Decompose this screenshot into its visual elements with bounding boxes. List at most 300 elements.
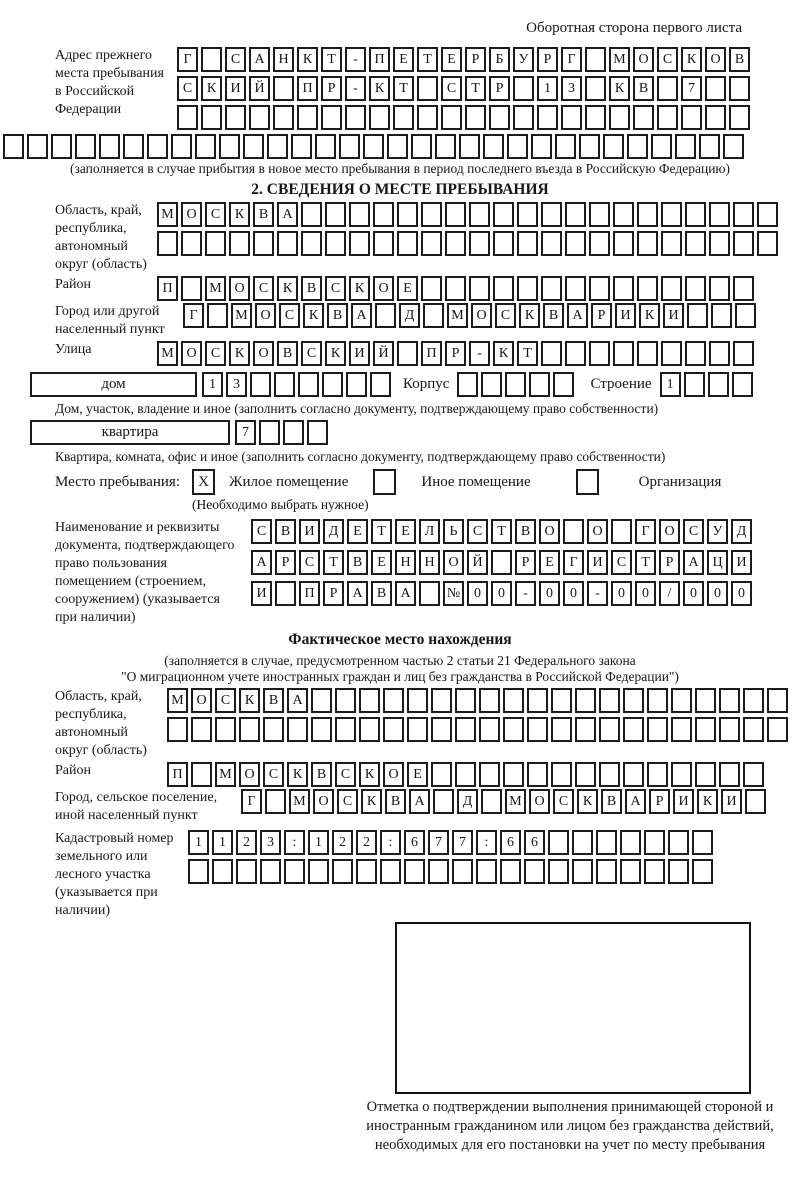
- char-cell: Л: [419, 519, 440, 544]
- region-label: Область, край, республика, автономный округ (область): [55, 203, 147, 272]
- char-cell: С: [301, 341, 322, 366]
- char-cell: Т: [491, 519, 512, 544]
- char-cell: [657, 105, 678, 130]
- char-cell: :: [380, 830, 401, 855]
- char-cell: [695, 762, 716, 787]
- char-cell: Ц: [707, 550, 728, 575]
- char-cell: [637, 231, 658, 256]
- char-cell: А: [683, 550, 704, 575]
- char-cell: О: [539, 519, 560, 544]
- char-cell: [611, 519, 632, 544]
- char-cell: -: [469, 341, 490, 366]
- char-cell: [684, 372, 705, 397]
- char-cell: [647, 717, 668, 742]
- char-cell: [99, 134, 120, 159]
- char-cell: 3: [260, 830, 281, 855]
- char-cell: К: [277, 276, 298, 301]
- region-block: [55, 202, 800, 274]
- char-cell: К: [681, 47, 702, 72]
- char-cell: /: [659, 581, 680, 606]
- char-cell: О: [443, 550, 464, 575]
- stay-type-label: Место пребывания:: [55, 474, 180, 490]
- char-cell: [225, 105, 246, 130]
- char-cell: [291, 134, 312, 159]
- house-box: дом: [30, 372, 197, 397]
- char-cell: С: [251, 519, 272, 544]
- option-residential-label: Жилое помещение: [229, 474, 349, 490]
- char-cell: [455, 762, 476, 787]
- district2-block: [55, 762, 800, 787]
- char-cell: В: [347, 550, 368, 575]
- char-cell: К: [303, 303, 324, 328]
- document-rows: [251, 519, 752, 606]
- char-cell: О: [255, 303, 276, 328]
- char-cell: А: [351, 303, 372, 328]
- char-cell: [493, 231, 514, 256]
- char-cell: М: [157, 202, 178, 227]
- char-cell: [345, 105, 366, 130]
- char-cell: С: [657, 47, 678, 72]
- char-cell: [767, 688, 788, 713]
- char-cell: 2: [332, 830, 353, 855]
- char-cell-row: [660, 372, 753, 397]
- page-corner-note: Оборотная сторона первого листа: [526, 20, 742, 36]
- char-cell: [627, 134, 648, 159]
- char-cell: Е: [397, 276, 418, 301]
- char-cell: [435, 134, 456, 159]
- char-cell: [623, 688, 644, 713]
- char-cell: М: [231, 303, 252, 328]
- char-cell: [757, 231, 778, 256]
- char-cell: В: [371, 581, 392, 606]
- house-row: [30, 372, 800, 397]
- char-cell: [527, 688, 548, 713]
- char-cell: [445, 231, 466, 256]
- char-cell: [188, 859, 209, 884]
- char-cell: Г: [177, 47, 198, 72]
- char-cell: 0: [731, 581, 752, 606]
- char-cell: [373, 202, 394, 227]
- char-cell: [431, 688, 452, 713]
- region2-label: Область, край, республика, автономный округ (область): [55, 689, 147, 758]
- char-cell-row: [157, 276, 754, 301]
- char-cell: [668, 859, 689, 884]
- apartment-row: [30, 420, 800, 445]
- char-cell: О: [383, 762, 404, 787]
- char-cell: [469, 202, 490, 227]
- char-cell: Е: [441, 47, 462, 72]
- char-cell: К: [349, 276, 370, 301]
- char-cell: Т: [465, 76, 486, 101]
- char-cell: [507, 134, 528, 159]
- char-cell: С: [337, 789, 358, 814]
- char-cell: [709, 231, 730, 256]
- char-cell-row: [188, 859, 713, 884]
- char-cell: И: [731, 550, 752, 575]
- char-cell: [541, 231, 562, 256]
- char-cell: [517, 202, 538, 227]
- char-cell: [75, 134, 96, 159]
- char-cell: [561, 105, 582, 130]
- char-cell: С: [441, 76, 462, 101]
- char-cell: О: [181, 202, 202, 227]
- char-cell: К: [519, 303, 540, 328]
- char-cell: [483, 134, 504, 159]
- house-note: Дом, участок, владение и иное (заполнить согласно документу, подтверждающему право собственности): [55, 401, 659, 416]
- char-cell: 1: [202, 372, 223, 397]
- prev-address-label: Адрес прежнего места пребывания в Российской Федерации: [55, 48, 164, 117]
- char-cell: С: [495, 303, 516, 328]
- char-cell: [207, 303, 228, 328]
- char-cell: Д: [731, 519, 752, 544]
- char-cell: [147, 134, 168, 159]
- char-cell: [575, 688, 596, 713]
- char-cell: Р: [659, 550, 680, 575]
- char-cell: 7: [428, 830, 449, 855]
- char-cell: [537, 105, 558, 130]
- char-cell: [620, 859, 641, 884]
- char-cell: [637, 341, 658, 366]
- char-cell: [465, 105, 486, 130]
- char-cell: Р: [445, 341, 466, 366]
- char-cell: О: [587, 519, 608, 544]
- char-cell: [572, 859, 593, 884]
- char-cell: [455, 688, 476, 713]
- char-cell: 1: [660, 372, 681, 397]
- char-cell: [215, 717, 236, 742]
- char-cell: Т: [323, 550, 344, 575]
- char-cell: [589, 231, 610, 256]
- char-cell: [657, 76, 678, 101]
- char-cell: [297, 105, 318, 130]
- char-cell: -: [587, 581, 608, 606]
- char-cell: :: [476, 830, 497, 855]
- char-cell-row: [167, 688, 788, 713]
- char-cell: [757, 202, 778, 227]
- char-cell: Н: [419, 550, 440, 575]
- char-cell: [565, 231, 586, 256]
- char-cell: [599, 688, 620, 713]
- char-cell: М: [215, 762, 236, 787]
- char-cell: [397, 202, 418, 227]
- char-cell: [195, 134, 216, 159]
- char-cell: Т: [417, 47, 438, 72]
- char-cell: [548, 859, 569, 884]
- char-cell: [517, 231, 538, 256]
- char-cell: [177, 105, 198, 130]
- char-cell: О: [239, 762, 260, 787]
- char-cell: 6: [500, 830, 521, 855]
- char-cell: [681, 105, 702, 130]
- char-cell: [503, 762, 524, 787]
- char-cell: Е: [407, 762, 428, 787]
- char-cell: [315, 134, 336, 159]
- char-cell: В: [515, 519, 536, 544]
- char-cell: 0: [539, 581, 560, 606]
- char-cell: [505, 372, 526, 397]
- char-cell: 1: [537, 76, 558, 101]
- char-cell: Р: [465, 47, 486, 72]
- char-cell: К: [609, 76, 630, 101]
- char-cell: 2: [236, 830, 257, 855]
- char-cell: [428, 859, 449, 884]
- char-cell: [479, 762, 500, 787]
- char-cell: О: [471, 303, 492, 328]
- char-cell: [613, 341, 634, 366]
- char-cell: 2: [356, 830, 377, 855]
- char-cell: 0: [683, 581, 704, 606]
- char-cell: К: [697, 789, 718, 814]
- char-cell: [423, 303, 444, 328]
- char-cell: [524, 859, 545, 884]
- char-cell: [321, 105, 342, 130]
- char-cell: [441, 105, 462, 130]
- char-cell: Е: [539, 550, 560, 575]
- char-cell: В: [311, 762, 332, 787]
- char-cell: С: [215, 688, 236, 713]
- char-cell: Й: [373, 341, 394, 366]
- char-cell: [513, 105, 534, 130]
- char-cell: [243, 134, 264, 159]
- char-cell: [273, 76, 294, 101]
- char-cell: [709, 276, 730, 301]
- confirmation-stamp-box: [395, 922, 751, 1094]
- char-cell: [527, 717, 548, 742]
- char-cell: [743, 688, 764, 713]
- char-cell: [745, 789, 766, 814]
- char-cell: [609, 105, 630, 130]
- char-cell: [287, 717, 308, 742]
- char-cell: [346, 372, 367, 397]
- char-cell: П: [157, 276, 178, 301]
- char-cell: [411, 134, 432, 159]
- char-cell: [661, 276, 682, 301]
- char-cell: [383, 717, 404, 742]
- char-cell: [551, 688, 572, 713]
- char-cell: [445, 202, 466, 227]
- char-cell: [191, 762, 212, 787]
- char-cell: А: [409, 789, 430, 814]
- char-cell: [500, 859, 521, 884]
- char-cell: [661, 341, 682, 366]
- street-label: Улица: [55, 342, 92, 357]
- char-cell: С: [263, 762, 284, 787]
- char-cell: [273, 105, 294, 130]
- char-cell: [263, 717, 284, 742]
- char-cell: 6: [404, 830, 425, 855]
- char-cell: [647, 762, 668, 787]
- char-cell: К: [201, 76, 222, 101]
- char-cell: [332, 859, 353, 884]
- char-cell: [283, 420, 304, 445]
- confirmation-caption: Отметка о подтверждении выполнения принимающей стороной и иностранным гражданином или лицом без гражданства действий, необходимых для его постановки на учет по месту пребывания: [366, 1099, 774, 1153]
- char-cell: [259, 420, 280, 445]
- district-block: [55, 276, 800, 301]
- char-cell: 7: [681, 76, 702, 101]
- char-cell: П: [299, 581, 320, 606]
- char-cell: [459, 134, 480, 159]
- char-cell: [695, 717, 716, 742]
- char-cell: [407, 688, 428, 713]
- char-cell: У: [513, 47, 534, 72]
- char-cell: К: [325, 341, 346, 366]
- char-cell: Ь: [443, 519, 464, 544]
- char-cell: [335, 688, 356, 713]
- char-cell: [417, 76, 438, 101]
- char-cell: [527, 762, 548, 787]
- city2-label: Город, сельское поселение, иной населенный пункт: [55, 790, 218, 823]
- region-rows: [157, 202, 778, 256]
- char-cell-row: [167, 717, 788, 742]
- char-cell: [705, 105, 726, 130]
- char-cell: [620, 830, 641, 855]
- char-cell: [767, 717, 788, 742]
- char-cell: 6: [524, 830, 545, 855]
- char-cell: [421, 231, 442, 256]
- char-cell: П: [297, 76, 318, 101]
- char-cell: [575, 717, 596, 742]
- char-cell: К: [639, 303, 660, 328]
- char-cell: [181, 276, 202, 301]
- char-cell: М: [205, 276, 226, 301]
- region2-rows: [167, 688, 788, 742]
- char-cell: [623, 717, 644, 742]
- char-cell: О: [191, 688, 212, 713]
- char-cell: В: [275, 519, 296, 544]
- city-label: Город или другой населенный пункт: [55, 304, 165, 337]
- char-cell: [651, 134, 672, 159]
- char-cell: [548, 830, 569, 855]
- char-cell: К: [577, 789, 598, 814]
- char-cell: [356, 859, 377, 884]
- char-cell-row: [157, 231, 778, 256]
- char-cell: Р: [649, 789, 670, 814]
- char-cell: С: [683, 519, 704, 544]
- char-cell: [729, 105, 750, 130]
- char-cell: [363, 134, 384, 159]
- char-cell: 0: [611, 581, 632, 606]
- char-cell: [455, 717, 476, 742]
- char-cell: М: [157, 341, 178, 366]
- char-cell: [503, 717, 524, 742]
- checkbox-organization: [576, 469, 599, 495]
- char-cell: И: [349, 341, 370, 366]
- char-cell: [553, 372, 574, 397]
- char-cell: [123, 134, 144, 159]
- char-cell: [212, 859, 233, 884]
- char-cell: [479, 688, 500, 713]
- char-cell: [380, 859, 401, 884]
- char-cell: М: [505, 789, 526, 814]
- char-cell: А: [625, 789, 646, 814]
- char-cell: [250, 372, 271, 397]
- actual-location-note2: "О миграционном учете иностранных граждан и лиц без гражданства в Российской Федерации"): [121, 669, 679, 684]
- char-cell: О: [659, 519, 680, 544]
- char-cell: [493, 202, 514, 227]
- char-cell: [644, 859, 665, 884]
- char-cell: [572, 830, 593, 855]
- char-cell: [205, 231, 226, 256]
- char-cell: [647, 688, 668, 713]
- option-other-premises-label: Иное помещение: [421, 474, 531, 490]
- char-cell: Р: [321, 76, 342, 101]
- char-cell: Д: [323, 519, 344, 544]
- char-cell: И: [663, 303, 684, 328]
- char-cell: С: [225, 47, 246, 72]
- char-cell: [685, 202, 706, 227]
- prev-address-rows: [177, 47, 750, 130]
- char-cell: Г: [183, 303, 204, 328]
- char-cell: [201, 47, 222, 72]
- char-cell: [322, 372, 343, 397]
- char-cell: Т: [517, 341, 538, 366]
- korpus-label: Корпус: [403, 376, 450, 392]
- char-cell: [743, 717, 764, 742]
- char-cell: [541, 276, 562, 301]
- char-cell: [517, 276, 538, 301]
- char-cell-row: [177, 105, 750, 130]
- char-cell: Г: [635, 519, 656, 544]
- char-cell: [219, 134, 240, 159]
- char-cell: 7: [235, 420, 256, 445]
- char-cell: Т: [393, 76, 414, 101]
- char-cell: [407, 717, 428, 742]
- char-cell: [565, 202, 586, 227]
- char-cell: С: [279, 303, 300, 328]
- cadastral-label: Кадастровый номер земельного или лесного участка (указывается при наличии): [55, 831, 174, 918]
- char-cell: [325, 202, 346, 227]
- char-cell: -: [345, 47, 366, 72]
- char-cell: [719, 688, 740, 713]
- char-cell: Е: [393, 47, 414, 72]
- char-cell: О: [253, 341, 274, 366]
- char-cell: [692, 859, 713, 884]
- char-cell: 0: [491, 581, 512, 606]
- stroenie-label: Строение: [590, 376, 652, 392]
- char-cell: [633, 105, 654, 130]
- actual-location-note1: (заполняется в случае, предусмотренном частью 2 статьи 21 Федерального закона: [164, 653, 636, 668]
- char-cell: [743, 762, 764, 787]
- char-cell: И: [225, 76, 246, 101]
- char-cell: [479, 717, 500, 742]
- char-cell-row: [157, 202, 778, 227]
- char-cell: М: [289, 789, 310, 814]
- char-cell: [575, 762, 596, 787]
- char-cell: У: [707, 519, 728, 544]
- char-cell: [369, 105, 390, 130]
- char-cell: В: [385, 789, 406, 814]
- prev-address-block: [55, 47, 800, 130]
- char-cell: [551, 717, 572, 742]
- char-cell: 3: [226, 372, 247, 397]
- prev-address-overflow-row: [3, 134, 800, 159]
- char-cell-row: [202, 372, 391, 397]
- char-cell: К: [229, 202, 250, 227]
- char-cell: С: [335, 762, 356, 787]
- char-cell: 7: [452, 830, 473, 855]
- char-cell: [284, 859, 305, 884]
- char-cell: [181, 231, 202, 256]
- char-cell: К: [361, 789, 382, 814]
- char-cell: [503, 688, 524, 713]
- char-cell: [307, 420, 328, 445]
- char-cell: [201, 105, 222, 130]
- char-cell: О: [229, 276, 250, 301]
- char-cell: [311, 717, 332, 742]
- char-cell: Р: [537, 47, 558, 72]
- char-cell: Е: [347, 519, 368, 544]
- char-cell: -: [515, 581, 536, 606]
